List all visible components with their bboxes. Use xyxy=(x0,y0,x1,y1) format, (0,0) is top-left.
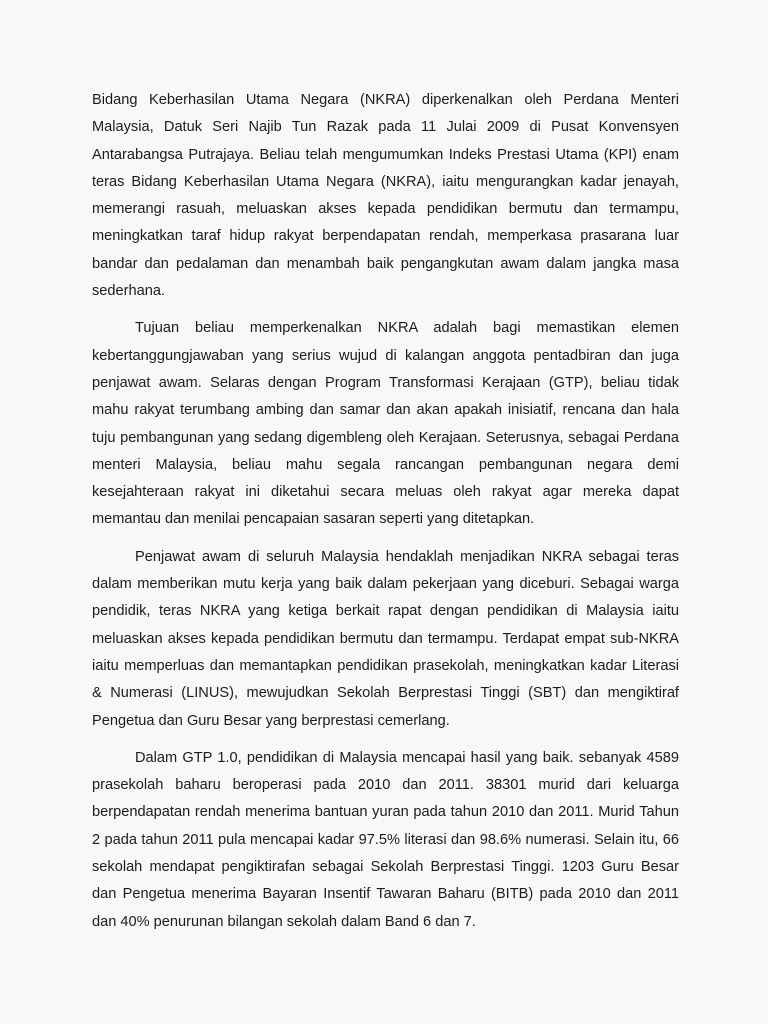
paragraph-gtp-results: Dalam GTP 1.0, pendidikan di Malaysia mencapai hasil yang baik. sebanyak 4589 prasekolah baharu beroperasi pada 2010 dan 2011. 38301 murid dari keluarga berpendapatan rendah menerima bantuan yuran pada tahun 2010 dan 2011. Murid Tahun 2 pada tahun 2011 pula mencapai kadar 97.5% literasi dan 98.6% numerasi. Selain itu, 66 sekolah mendapat pengiktirafan sebagai Sekolah Berprestasi Tinggi. 1203 Guru Besar dan Pengetua menerima Bayaran Insentif Tawaran Baharu (BITB) pada 2010 dan 2011 dan 40% penurunan bilangan sekolah dalam Band 6 dan 7. xyxy=(92,749,679,930)
document-body xyxy=(92,87,679,946)
paragraph-nkra-purpose: Tujuan beliau memperkenalkan NKRA adalah bagi memastikan elemen kebertanggungjawaban yang serius wujud di kalangan anggota pentadbiran dan juga penjawat awam. Selaras dengan Program Transformasi Kerajaan (GTP), beliau tidak mahu rakyat terumbang ambing dan samar dan akan apakah inisiatif, rencana dan hala tuju pembangunan yang sedang digembleng oleh Kerajaan. Seterusnya, sebagai Perdana menteri Malaysia, beliau mahu segala rancangan pembangunan negara demi kesejahteraan rakyat ini diketahui secara meluas oleh rakyat agar mereka dapat memantau dan menilai pencapaian sasaran seperti yang ditetapkan. xyxy=(92,320,679,528)
paragraph-nkra-introduction: Bidang Keberhasilan Utama Negara (NKRA) diperkenalkan oleh Perdana Menteri Malaysia, Datuk Seri Najib Tun Razak pada 11 Julai 2009 di Pusat Konvensyen Antarabangsa Putrajaya. Beliau telah mengumumkan Indeks Prestasi Utama (KPI) enam teras Bidang Keberhasilan Utama Negara (NKRA), iaitu mengurangkan kadar jenayah, memerangi rasuah, meluaskan akses kepada pendidikan bermutu dan termampu, meningkatkan taraf hidup rakyat berpendapatan rendah, memperkasa prasarana luar bandar dan pedalaman dan menambah baik pengangkutan awam dalam jangka masa sederhana. xyxy=(92,92,679,300)
paragraph-civil-servants-education: Penjawat awam di seluruh Malaysia hendaklah menjadikan NKRA sebagai teras dalam memberikan mutu kerja yang baik dalam pekerjaan yang diceburi. Sebagai warga pendidik, teras NKRA yang ketiga berkait rapat dengan pendidikan di Malaysia iaitu meluaskan akses kepada pendidikan bermutu dan termampu. Terdapat empat sub-NKRA iaitu memperluas dan memantapkan pendidikan prasekolah, meningkatkan kadar Literasi & Numerasi (LINUS), mewujudkan Sekolah Berprestasi Tinggi (SBT) dan mengiktiraf Pengetua dan Guru Besar yang berprestasi cemerlang. xyxy=(92,548,679,729)
